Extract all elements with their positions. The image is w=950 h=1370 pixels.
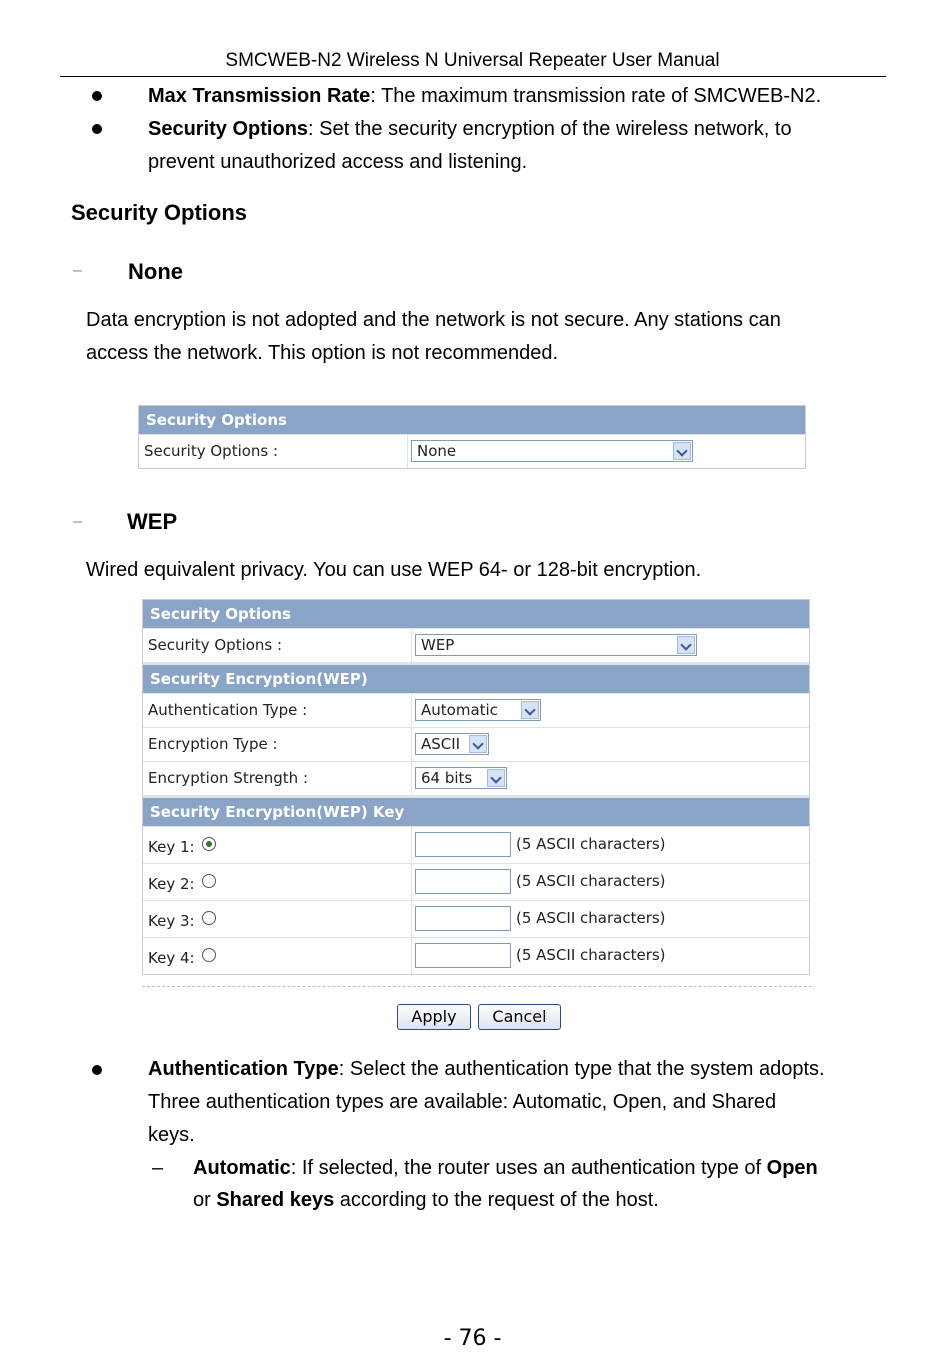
panel-title: Security Options	[143, 600, 809, 628]
key-2-input[interactable]	[415, 869, 511, 894]
wep-security-panel	[142, 599, 810, 975]
encryption-type-select[interactable]: ASCII	[415, 733, 489, 755]
bullet-auth-type-line3: keys.	[148, 1124, 195, 1146]
none-heading: None	[128, 259, 183, 284]
key-hint: (5 ASCII characters)	[516, 946, 666, 964]
encryption-type-row	[143, 727, 809, 761]
section-title: Security Options	[71, 200, 248, 225]
bullet-dot	[92, 91, 102, 101]
encryption-section-title: Security Encryption(WEP)	[143, 662, 809, 693]
wep-paragraph: Wired equivalent privacy. You can use WEP 64- or 128-bit encryption.	[86, 559, 702, 581]
auth-type-select[interactable]: Automatic	[415, 699, 541, 721]
key-hint: (5 ASCII characters)	[516, 909, 666, 927]
key-label: Key 4:	[148, 949, 195, 967]
cancel-button[interactable]: Cancel	[478, 1004, 561, 1030]
panel-title: Security Options	[139, 406, 805, 434]
key-hint: (5 ASCII characters)	[516, 872, 666, 890]
key-3-input[interactable]	[415, 906, 511, 931]
wep-heading: WEP	[127, 509, 178, 534]
bullet-dot	[92, 1065, 102, 1075]
apply-button[interactable]: Apply	[397, 1004, 471, 1030]
key-1-input[interactable]	[415, 832, 511, 857]
sub-bullet-automatic: Automatic: If selected, the router uses an authentication type of Open	[193, 1157, 818, 1179]
chevron-down-icon	[673, 442, 691, 460]
bullet-auth-type-line2: Three authentication types are available: Automatic, Open, and Shared	[148, 1091, 777, 1113]
key-row	[143, 826, 809, 863]
key-row	[143, 937, 809, 974]
key-row	[143, 863, 809, 900]
chevron-down-icon	[469, 735, 487, 753]
encryption-strength-row	[143, 761, 809, 795]
sub-bullet-automatic-cont: or Shared keys according to the request of the host.	[193, 1189, 659, 1211]
encryption-type-label: Encryption Type :	[148, 735, 278, 753]
dash-marker: –	[73, 513, 82, 530]
security-options-label: Security Options :	[144, 442, 279, 460]
key-label: Key 2:	[148, 875, 195, 893]
dash-marker: –	[73, 262, 82, 279]
divider	[142, 986, 812, 987]
key-4-input[interactable]	[415, 943, 511, 968]
key-label: Key 3:	[148, 912, 195, 930]
security-options-select[interactable]: WEP	[415, 634, 697, 656]
none-security-panel	[138, 405, 806, 469]
header-rule	[60, 76, 886, 77]
chevron-down-icon	[487, 769, 505, 787]
security-options-row	[139, 434, 805, 468]
sub-dash: –	[152, 1157, 164, 1179]
bullet-dot	[92, 124, 102, 134]
encryption-strength-label: Encryption Strength :	[148, 769, 309, 787]
key-3-radio[interactable]	[202, 911, 216, 925]
bullet-max-rate: Max Transmission Rate: The maximum transmission rate of SMCWEB-N2.	[148, 85, 822, 107]
bullet-security-options: Security Options: Set the security encryption of the wireless network, to	[148, 118, 792, 140]
encryption-strength-select[interactable]: 64 bits	[415, 767, 507, 789]
page-number: - 76 -	[443, 1326, 502, 1351]
none-paragraph-line2: access the network. This option is not recommended.	[86, 342, 559, 364]
key-hint: (5 ASCII characters)	[516, 835, 666, 853]
key-1-radio[interactable]	[202, 837, 216, 851]
bullet-auth-type: Authentication Type: Select the authentication type that the system adopts.	[148, 1058, 825, 1080]
none-paragraph-line1: Data encryption is not adopted and the network is not secure. Any stations can	[86, 309, 781, 331]
auth-type-label: Authentication Type :	[148, 701, 308, 719]
key-section-title: Security Encryption(WEP) Key	[143, 795, 809, 826]
bullet-security-options-cont: prevent unauthorized access and listening.	[148, 151, 528, 173]
chevron-down-icon	[521, 701, 539, 719]
key-2-radio[interactable]	[202, 874, 216, 888]
chevron-down-icon	[677, 636, 695, 654]
key-4-radio[interactable]	[202, 948, 216, 962]
security-options-label: Security Options :	[148, 636, 283, 654]
security-options-row	[143, 628, 809, 662]
auth-type-row	[143, 693, 809, 727]
key-label: Key 1:	[148, 838, 195, 856]
security-options-select[interactable]: None	[411, 440, 693, 462]
page-header: SMCWEB-N2 Wireless N Universal Repeater User Manual	[225, 50, 720, 71]
key-row	[143, 900, 809, 937]
